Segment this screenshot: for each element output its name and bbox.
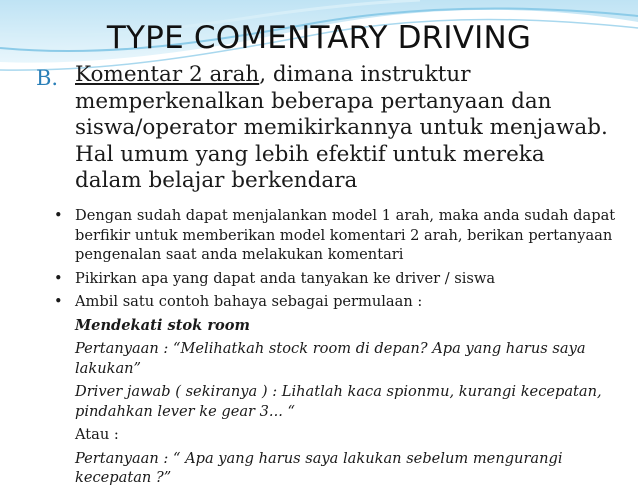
slide-title: TYPE COMENTARY DRIVING: [106, 20, 532, 56]
answer-line: Driver jawab ( sekiranya ) : Lihatlah kaca spionmu, kurangi kecepatan, pindahkan lever ke gear 3... “: [75, 383, 602, 420]
bullet-item: [52, 206, 622, 265]
point-b-description: , dimana instruktur memperkenalkan beberapa pertanyaan dan siswa/operator memikirkannya untuk menjawab. Hal umum yang lebih efektif untuk mereka dalam belajar berkendara: [75, 62, 608, 193]
bullet-glyph: •: [54, 207, 63, 224]
question-line: Pertanyaan : “ Apa yang harus saya lakukan sebelum mengurangi kecepatan ?”: [75, 449, 563, 486]
bullet-item: [52, 292, 622, 312]
point-b-text: [75, 62, 615, 195]
bullet-glyph: •: [54, 269, 63, 287]
example-heading: Mendekati stok room: [75, 316, 250, 334]
bullet-text: Dengan sudah dapat menjalankan model 1 arah, maka anda sudah dapat berfikir untuk memberikan model komentari 2 arah, berikan pertanyaan pengenalan saat anda melakukan komentari: [75, 207, 616, 263]
point-b-underlined-term: Komentar 2 arah: [75, 62, 260, 87]
bullet-text: Pikirkan apa yang dapat anda tanyakan ke driver / siswa: [75, 269, 496, 287]
bullet-list: [52, 206, 622, 492]
bullet-glyph: •: [54, 293, 63, 310]
or-line: Atau :: [75, 426, 119, 443]
point-b-marker: B.: [36, 66, 59, 90]
question-line: Pertanyaan : “Melihatkah stock room di depan? Apa yang harus saya lakukan”: [75, 340, 586, 377]
bullet-item: [52, 269, 622, 289]
bullet-text: Ambil satu contoh bahaya sebagai permulaan :: [75, 293, 423, 310]
